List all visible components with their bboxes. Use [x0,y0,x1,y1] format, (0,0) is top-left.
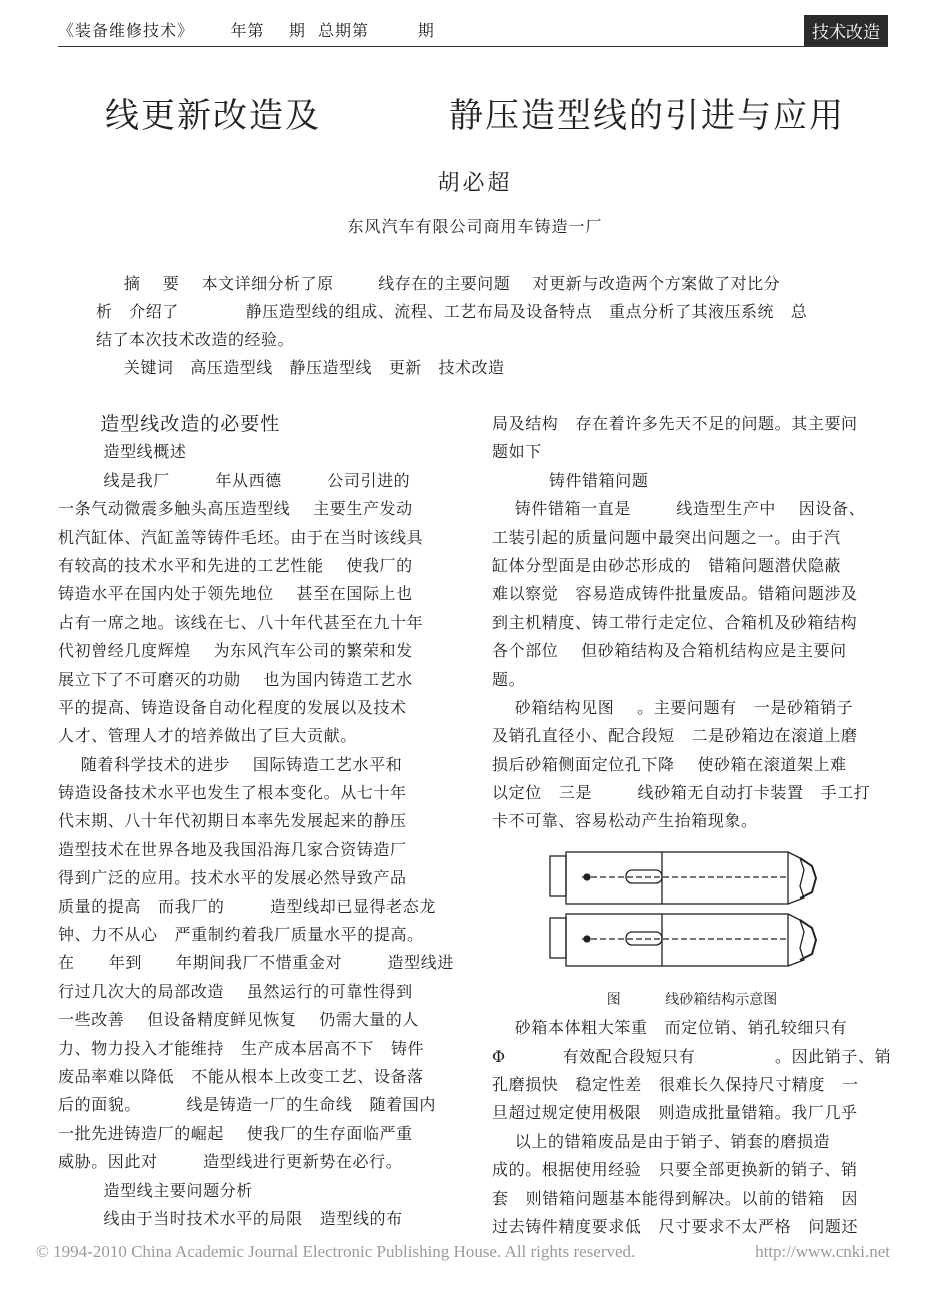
section-1-1-text [58,467,458,1177]
text-line: 钟、力不从心 严重制约着我厂质量水平的提高。 [58,925,424,945]
text-line: 占有一席之地。该线在七、八十年代甚至在九十年 [58,612,424,632]
text-line: 以上的错箱废品是由于销子、销套的磨损造 [492,1131,831,1151]
text-line: Φ 有效配合段短只有 。因此销子、销 [492,1046,892,1066]
text-line: 各个部位 但砂箱结构及合箱机结构应是主要问 [492,641,847,661]
abstract-line: 结了本次技术改造的经验。 [96,330,295,349]
text-line: 人才、管理人才的培养做出了巨大贡献。 [58,726,357,746]
text-line: 题如下 [492,442,542,462]
abstract-line: 摘 要 本文详细分析了原 线存在的主要问题 对更新与改造两个方案做了对比分 [96,274,781,293]
text-line: 损后砂箱侧面定位孔下降 使砂箱在滚道架上难 [492,754,847,774]
text-line: 题。 [492,669,526,689]
author-name: 胡必超 [437,171,513,196]
text-line: 质量的提高 而我厂的 造型线却已显得老态龙 [58,896,436,916]
text-line: 成的。根据使用经验 只要全部更换新的销子、销 [492,1160,858,1180]
text-line: 局及结构 存在着许多先天不足的问题。其主要问 [492,414,858,433]
section-1-2-text [58,1205,458,1233]
text-line: 孔磨损快 稳定性差 很难长久保持尺寸精度 一 [492,1075,859,1095]
text-line: 卡不可靠、容易松动产生抬箱现象。 [492,811,758,831]
header-rule [58,46,888,47]
text-line: 旦超过规定使用极限 则造成批量错箱。我厂几乎 [492,1103,858,1123]
subsection-heading: 造型线概述 [58,442,187,462]
text-line: 一些改善 但设备精度鲜见恢复 仍需大量的人 [58,1010,419,1030]
text-line: 线由于当时技术水平的局限 造型线的布 [58,1208,403,1228]
figure-caption: 图 线砂箱结构示意图 [606,992,778,1009]
text-line: 砂箱结构见图 。主要问题有 一是砂箱销子 [492,697,854,717]
keywords-line: 关键词 高压造型线 静压造型线 更新 技术改造 [96,358,505,377]
upper-flask-drawing [550,852,816,904]
text-line: 以定位 三是 线砂箱无自动打卡装置 手工打 [492,783,871,803]
text-line: 在 年到 年期间我厂不惜重金对 造型线进 [58,953,454,973]
pin-wear-text [492,1014,892,1241]
flask-structure-figure [542,848,832,973]
subsection-heading: 造型线主要问题分析 [58,1180,253,1200]
footer-url: http://www.cnki.net [755,1242,890,1261]
text-line: 废品率难以降低 不能从根本上改变工艺、设备落 [58,1066,424,1086]
author-affiliation: 东风汽车有限公司商用车铸造一厂 [347,217,603,236]
text-line: 平的提高、铸造设备自动化程度的发展以及技术 [58,697,407,717]
text-line: 线是我厂 年从西德 公司引进的 [58,470,411,490]
article-title: 线更新改造及 静压造型线的引进与应用 [104,96,846,136]
text-line: 行过几次大的局部改造 虽然运行的可靠性得到 [58,981,413,1001]
abstract-block [96,270,856,382]
text-line: 铸件错箱一直是 线造型生产中 因设备、 [492,499,866,519]
right-column [492,410,892,1241]
text-line: 造型技术在世界各地及我国沿海几家合资铸造厂 [58,839,407,859]
text-line: 代末期、八十年代初期日本率先发展起来的静压 [58,811,407,831]
text-line: 及销孔直径小、配合段短 二是砂箱边在滚道上磨 [492,726,858,746]
text-line: 铸造设备技术水平也发生了根本变化。从七十年 [58,783,407,803]
text-line: 难以察觉 容易造成铸件批量废品。错箱问题涉及 [492,584,858,604]
abstract-line: 析 介绍了 静压造型线的组成、流程、工艺布局及设备特点 重点分析了其液压系统 总 [96,302,808,321]
text-line: 砂箱本体粗大笨重 而定位销、销孔较细只有 [492,1018,848,1038]
text-line: 铸造水平在国内处于领先地位 甚至在国际上也 [58,584,413,604]
text-line: 一条气动微震多触头高压造型线 主要生产发动 [58,499,413,519]
text-line: 过去铸件精度要求低 尺寸要求不太严格 问题还 [492,1217,859,1236]
continued-text [492,410,892,467]
text-line: 威胁。因此对 造型线进行更新势在必行。 [58,1152,403,1172]
text-line: 工装引起的质量问题中最突出问题之一。由于汽 [492,527,841,547]
text-line: 代初曾经几度辉煌 为东风汽车公司的繁荣和发 [58,641,413,661]
text-line: 套 则错箱问题基本能得到解决。以前的错箱 因 [492,1188,859,1208]
subsection-heading: 铸件错箱问题 [492,470,649,490]
text-line: 缸体分型面是由砂芯形成的 错箱问题潜伏隐蔽 [492,555,842,575]
text-line: 随着科学技术的进步 国际铸造工艺水平和 [58,754,403,774]
journal-header: 《装备维修技术》 年第 期 总期第 期 [58,21,435,40]
text-line: 后的面貌。 线是铸造一厂的生命线 随着国内 [58,1095,436,1115]
text-line: 力、物力投入才能维持 生产成本居高不下 铸件 [58,1038,425,1058]
text-line: 有较高的技术水平和先进的工艺性能 使我厂的 [58,555,413,575]
section-heading: 造型线改造的必要性 [58,413,281,435]
section-tag: 技术改造 [804,15,888,46]
text-line: 到主机精度、铸工带行走定位、合箱机及砂箱结构 [492,612,858,632]
text-line: 展立下了不可磨灭的功勋 也为国内铸造工艺水 [58,669,413,689]
text-line: 一批先进铸造厂的崛起 使我厂的生存面临严重 [58,1123,413,1143]
misalignment-text [492,495,892,836]
text-line: 机汽缸体、汽缸盖等铸件毛坯。由于在当时该线具 [58,527,424,547]
lower-flask-drawing [550,914,816,966]
left-column [58,410,458,1233]
copyright-footer: © 1994-2010 China Academic Journal Electronic Publishing House. All rights reserved. [36,1242,636,1261]
text-line: 得到广泛的应用。技术水平的发展必然导致产品 [58,868,407,888]
